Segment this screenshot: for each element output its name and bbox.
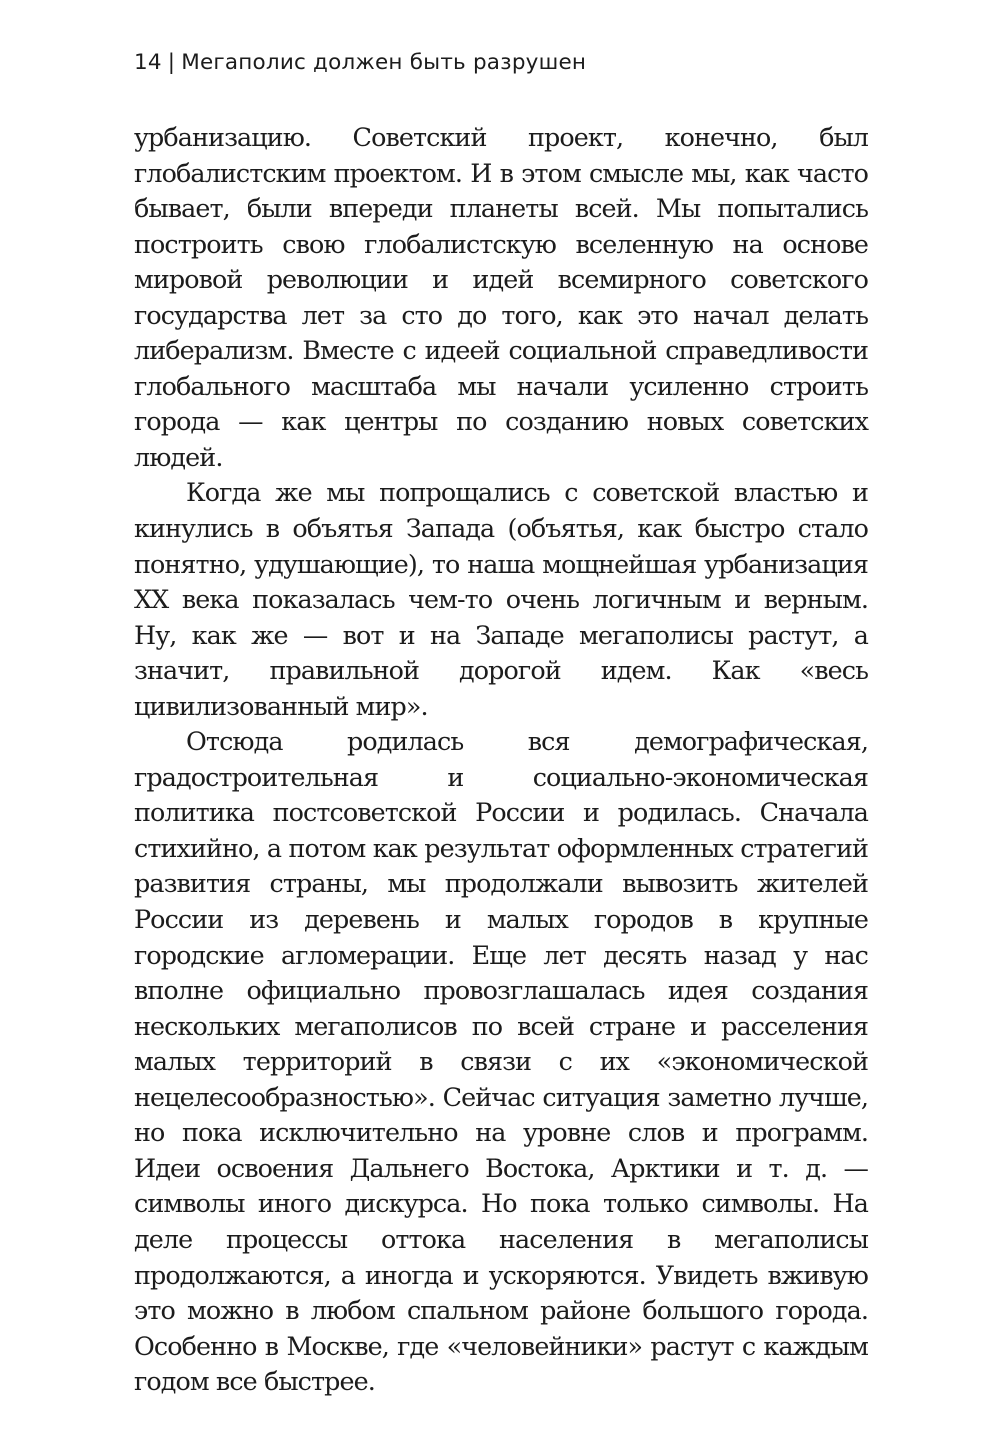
header-separator: | (167, 50, 176, 75)
running-title: Мегаполис должен быть разрушен (181, 50, 587, 75)
body-text (134, 120, 868, 1400)
running-header (134, 50, 586, 75)
paragraph-1: урбанизацию. Советский проект, конечно, был глобалистским проектом. И в этом смысле мы, как часто бывает, были впереди планеты всей. Мы попытались построить свою глобалистскую вселенную на основе мировой революции и идей всемирного советского государства лет за сто до того, как это начал делать либерализм. Вместе с идеей социальной справедливости глобального масштаба мы начали усиленно строить города — как центры по созданию новых советских людей. (134, 122, 868, 472)
paragraph-2: Когда же мы попрощались с советской властью и кинулись в объятья Запада (объятья, как быстро стало понятно, удушающие), то наша мощнейшая урбанизация XX века показалась чем-то очень логичным и верным. Ну, как же — вот и на Западе мегаполисы растут, а значит, правильной дорогой идем. Как «весь цивилизованный мир». (134, 477, 868, 721)
paragraph-3: Отсюда родилась вся демографическая, градостроительная и социально-экономическая политика постсоветской России и родилась. Сначала стихийно, а потом как результат оформленных стратегий развития страны, мы продолжали вывозить жителей России из деревень и малых городов в крупные городские агломерации. Еще лет десять назад у нас вполне официально провозглашалась идея создания нескольких мегаполисов по всей стране и расселения малых территорий в связи с их «экономической нецелесообразностью». Сейчас ситуация заметно лучше, но пока исключительно на уровне слов и программ. Идеи освоения Дальнего Востока, Арктики и т. д. — символы иного дискурса. Но пока только символы. На деле процессы оттока населения в мегаполисы продолжаются, а иногда и ускоряются. Увидеть вживую это можно в любом спальном районе большого города. Особенно в Москве, где «человейники» растут с каждым годом все быстрее. (134, 726, 868, 1397)
page-number: 14 (134, 50, 162, 75)
